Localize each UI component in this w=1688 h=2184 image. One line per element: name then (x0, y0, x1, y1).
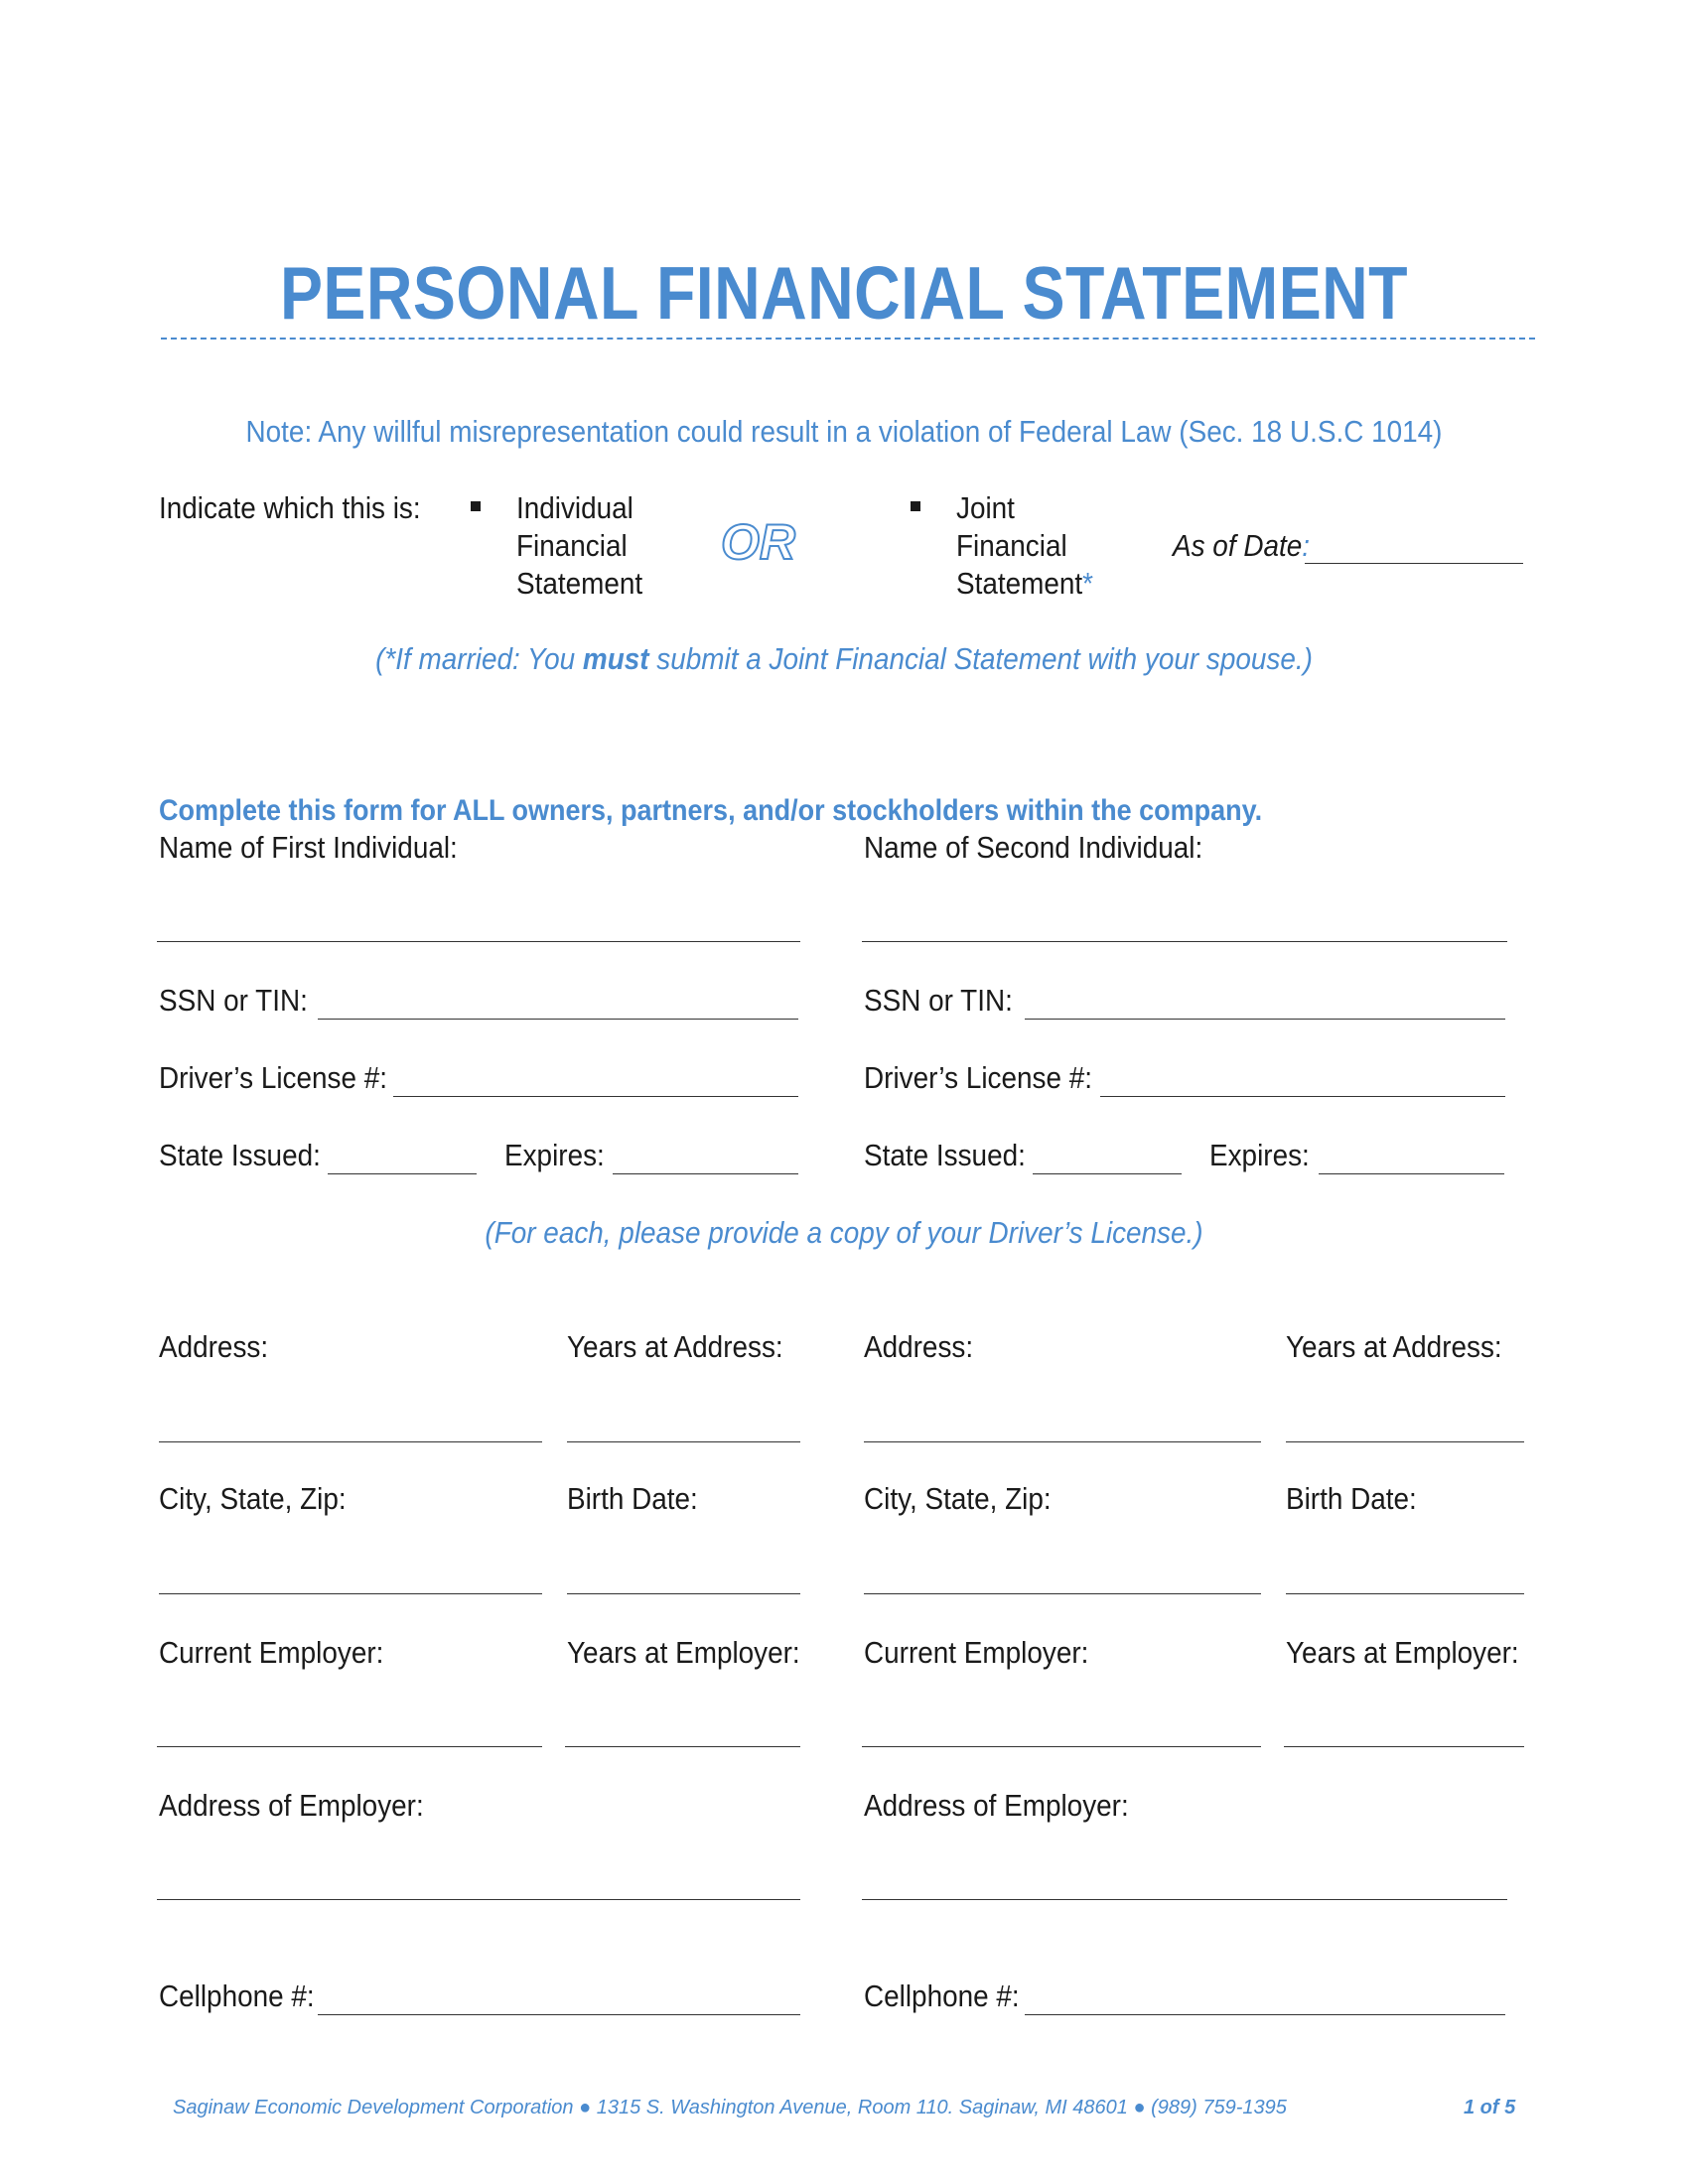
first-dl-field[interactable] (393, 1096, 798, 1097)
first-employer-address-label: Address of Employer: (159, 1788, 424, 1823)
second-years-address-label: Years at Address: (1286, 1329, 1502, 1364)
first-ssn-field[interactable] (318, 1019, 798, 1020)
individual-checkbox[interactable] (471, 501, 481, 511)
second-address-field[interactable] (864, 1441, 1261, 1442)
first-employer-field[interactable] (157, 1746, 542, 1747)
second-state-field[interactable] (1033, 1173, 1182, 1174)
second-birth-label: Birth Date: (1286, 1481, 1417, 1516)
individual-option-line3: Statement (516, 566, 643, 601)
joint-checkbox[interactable] (911, 501, 920, 511)
second-address-label: Address: (864, 1329, 974, 1364)
second-employer-field[interactable] (862, 1746, 1261, 1747)
individual-option-line1: Individual (516, 490, 633, 525)
first-city-field[interactable] (159, 1593, 542, 1594)
first-employer-label: Current Employer: (159, 1635, 384, 1670)
title-divider (161, 338, 1535, 340)
first-name-field[interactable] (157, 941, 800, 942)
first-ssn-label: SSN or TIN: (159, 983, 308, 1018)
first-state-label: State Issued: (159, 1138, 321, 1172)
first-years-address-field[interactable] (567, 1441, 800, 1442)
joint-option-line2: Financial (956, 528, 1067, 563)
second-ssn-label: SSN or TIN: (864, 983, 1013, 1018)
first-birth-field[interactable] (567, 1593, 800, 1594)
or-separator: OR (721, 514, 795, 570)
second-name-field[interactable] (862, 941, 1507, 942)
license-copy-note: (For each, please provide a copy of your Driver’s License.) (485, 1215, 1203, 1250)
first-years-employer-label: Years at Employer: (567, 1635, 800, 1670)
second-city-field[interactable] (864, 1593, 1261, 1594)
second-dl-label: Driver’s License #: (864, 1060, 1093, 1095)
as-of-date-label: As of Date: (1173, 528, 1311, 563)
second-expires-field[interactable] (1319, 1173, 1504, 1174)
first-years-employer-field[interactable] (565, 1746, 800, 1747)
second-employer-address-field[interactable] (862, 1899, 1507, 1900)
legal-note: Note: Any willful misrepresentation could result in a violation of Federal Law (Sec. 18 U.S.C 1014) (245, 414, 1443, 449)
second-expires-label: Expires: (1209, 1138, 1310, 1172)
first-expires-field[interactable] (613, 1173, 798, 1174)
second-years-address-field[interactable] (1286, 1441, 1524, 1442)
first-address-label: Address: (159, 1329, 269, 1364)
second-dl-field[interactable] (1100, 1096, 1505, 1097)
page-title: PERSONAL FINANCIAL STATEMENT (279, 251, 1409, 335)
section-heading: Complete this form for ALL owners, partners, and/or stockholders within the company. (159, 794, 1263, 827)
second-birth-field[interactable] (1286, 1593, 1524, 1594)
second-name-label: Name of Second Individual: (864, 830, 1203, 865)
first-dl-label: Driver’s License #: (159, 1060, 388, 1095)
footer-address: Saginaw Economic Development Corporation ● 1315 S. Washington Avenue, Room 110. Saginaw, MI 48601 ● (989) 759-1395 (173, 2097, 1287, 2118)
second-years-employer-label: Years at Employer: (1286, 1635, 1519, 1670)
second-employer-label: Current Employer: (864, 1635, 1089, 1670)
second-employer-address-label: Address of Employer: (864, 1788, 1129, 1823)
first-address-field[interactable] (159, 1441, 542, 1442)
first-cell-field[interactable] (318, 2014, 800, 2015)
second-years-employer-field[interactable] (1284, 1746, 1524, 1747)
as-of-date-field[interactable] (1305, 563, 1523, 564)
second-state-label: State Issued: (864, 1138, 1026, 1172)
first-expires-label: Expires: (504, 1138, 605, 1172)
first-employer-address-field[interactable] (157, 1899, 800, 1900)
first-name-label: Name of First Individual: (159, 830, 458, 865)
first-city-label: City, State, Zip: (159, 1481, 347, 1516)
first-state-field[interactable] (328, 1173, 477, 1174)
joint-option-line3: Statement* (956, 566, 1094, 601)
married-note: (*If married: You must submit a Joint Financial Statement with your spouse.) (375, 641, 1313, 676)
first-years-address-label: Years at Address: (567, 1329, 783, 1364)
statement-type-prompt: Indicate which this is: (159, 490, 421, 525)
page-number: 1 of 5 (1464, 2097, 1516, 2118)
joint-option-line1: Joint (956, 490, 1015, 525)
second-cell-label: Cellphone #: (864, 1979, 1020, 2013)
individual-option-line2: Financial (516, 528, 628, 563)
second-ssn-field[interactable] (1025, 1019, 1505, 1020)
first-birth-label: Birth Date: (567, 1481, 698, 1516)
second-city-label: City, State, Zip: (864, 1481, 1052, 1516)
first-cell-label: Cellphone #: (159, 1979, 315, 2013)
second-cell-field[interactable] (1025, 2014, 1505, 2015)
